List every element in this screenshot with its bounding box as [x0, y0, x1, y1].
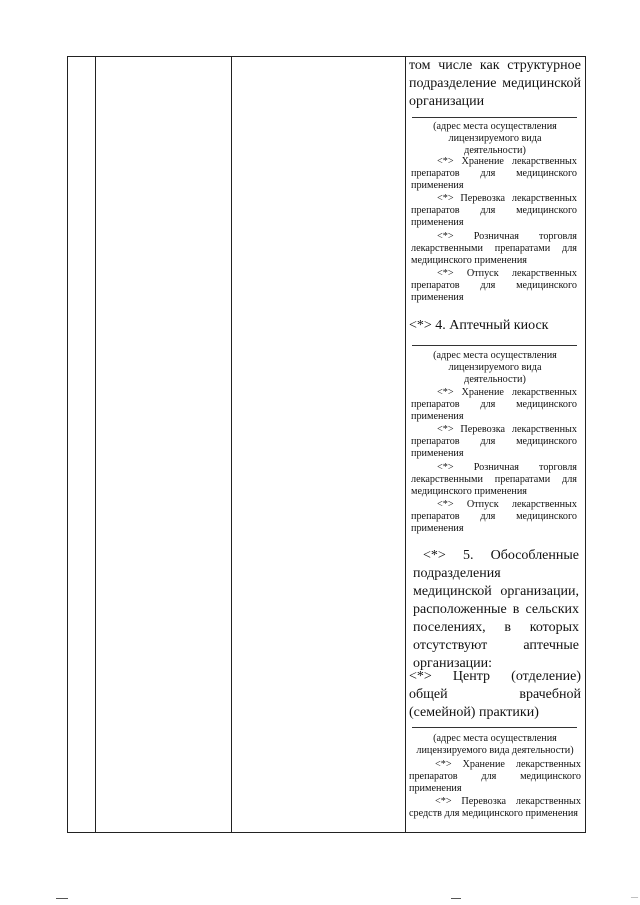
kiosk-heading: <*> 4. Аптечный киоск — [409, 318, 549, 333]
activity-retail-1: <*> Розничная торговля лекарственными препаратами для медицинского применения — [411, 231, 577, 266]
general-practice-center: <*> Центр (отделение) общей врачебной (семейной) практики) — [409, 669, 581, 720]
address-caption-2: (адрес места осуществления лицензируемого вида деятельности) — [433, 350, 557, 385]
table-column-divider-2 — [231, 56, 232, 832]
activity-storage-3: <*> Хранение лекарственных препаратов для медицинского применения — [409, 759, 581, 794]
activity-transport-3: <*> Перевозка лекарственных средств для медицинского применения — [409, 796, 581, 819]
address-underline-3 — [412, 727, 577, 728]
activity-storage-1: <*> Хранение лекарственных препаратов для медицинского применения — [411, 156, 577, 191]
activity-retail-2: <*> Розничная торговля лекарственными препаратами для медицинского применения — [411, 462, 577, 497]
footer-mark-left — [56, 898, 68, 899]
activity-storage-2: <*> Хранение лекарственных препаратов для медицинского применения — [411, 387, 577, 422]
table-border-right — [585, 56, 586, 832]
footer-mark-right: — — [631, 893, 638, 901]
address-caption-3: (адрес места осуществления лицензируемого вида деятельности) — [416, 733, 574, 756]
activity-dispensing-2: <*> Отпуск лекарственных препаратов для медицинского применения — [411, 499, 577, 534]
table-column-divider-1 — [95, 56, 96, 832]
structural-unit-text: том числе как структурное подразделение медицинской организации — [409, 58, 581, 109]
table-column-divider-3 — [405, 56, 406, 832]
activity-transport-2: <*> Перевозка лекарственных препаратов для медицинского применения — [411, 424, 577, 459]
table-border-bottom — [67, 832, 586, 833]
activity-transport-1: <*> Перевозка лекарственных препаратов для медицинского применения — [411, 193, 577, 228]
footer-mark-center — [451, 898, 461, 899]
address-underline-2 — [412, 345, 577, 346]
address-underline-1 — [412, 117, 577, 118]
table-border-left — [67, 56, 68, 832]
address-caption-1: (адрес места осуществления лицензируемого вида деятельности) — [433, 121, 557, 156]
rural-units-heading: <*> 5. Обособленные подразделения медицинской организации, расположенные в сельских поселениях, в которых отсутствуют аптечные организации: — [413, 548, 579, 671]
activity-dispensing-1: <*> Отпуск лекарственных препаратов для медицинского применения — [411, 268, 577, 303]
